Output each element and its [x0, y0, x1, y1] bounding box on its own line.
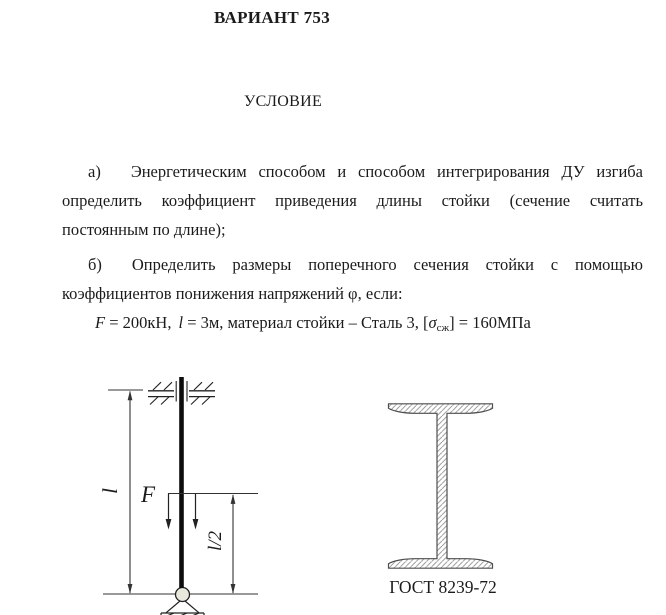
given-data-formula [62, 309, 643, 343]
sigma-symbol: σ [428, 312, 437, 332]
task-a-label: а) [88, 162, 101, 181]
gost-label: ГОСТ 8239-72 [389, 577, 497, 597]
task-b-label: б) [88, 255, 102, 275]
half-length-label: l/2 [205, 530, 226, 552]
pin-support [103, 588, 258, 615]
task-b-line-2: коэффициентов понижения напряжений φ, если: [62, 284, 403, 304]
force-label: F [141, 482, 156, 507]
task-a-line-1 [62, 158, 643, 187]
length-symbol: l [178, 312, 184, 332]
sigma-subscript: сж [436, 321, 450, 334]
ibeam-figure-svg [368, 398, 518, 578]
task-b-line-1 [62, 251, 643, 280]
length-value: = 3м, материал стойки – Сталь 3, [ [183, 312, 429, 332]
task-a-line-2: определить коэффициент приведения длины стойки (сечение считать [62, 190, 643, 210]
ibeam-section [389, 404, 493, 568]
task-a-text-1: Энергетическим способом и способом интегрирования ДУ изгиба [130, 162, 643, 181]
dimension-l2 [231, 494, 236, 594]
condition-heading: УСЛОВИЕ [243, 93, 323, 110]
task-a-line-3: постоянным по длине); [62, 219, 226, 239]
length-label: l [98, 488, 122, 494]
sigma-value: ] = 160МПа [449, 312, 531, 332]
task-b-text-1: Определить размеры поперечного сечения стойки с помощью [131, 255, 643, 275]
variant-title: ВАРИАНТ 753 [213, 8, 331, 27]
column-figure-svg [60, 370, 270, 615]
force-symbol: F [95, 312, 106, 332]
task-text-block [62, 158, 643, 343]
force-value: = 200кН, [105, 312, 172, 332]
